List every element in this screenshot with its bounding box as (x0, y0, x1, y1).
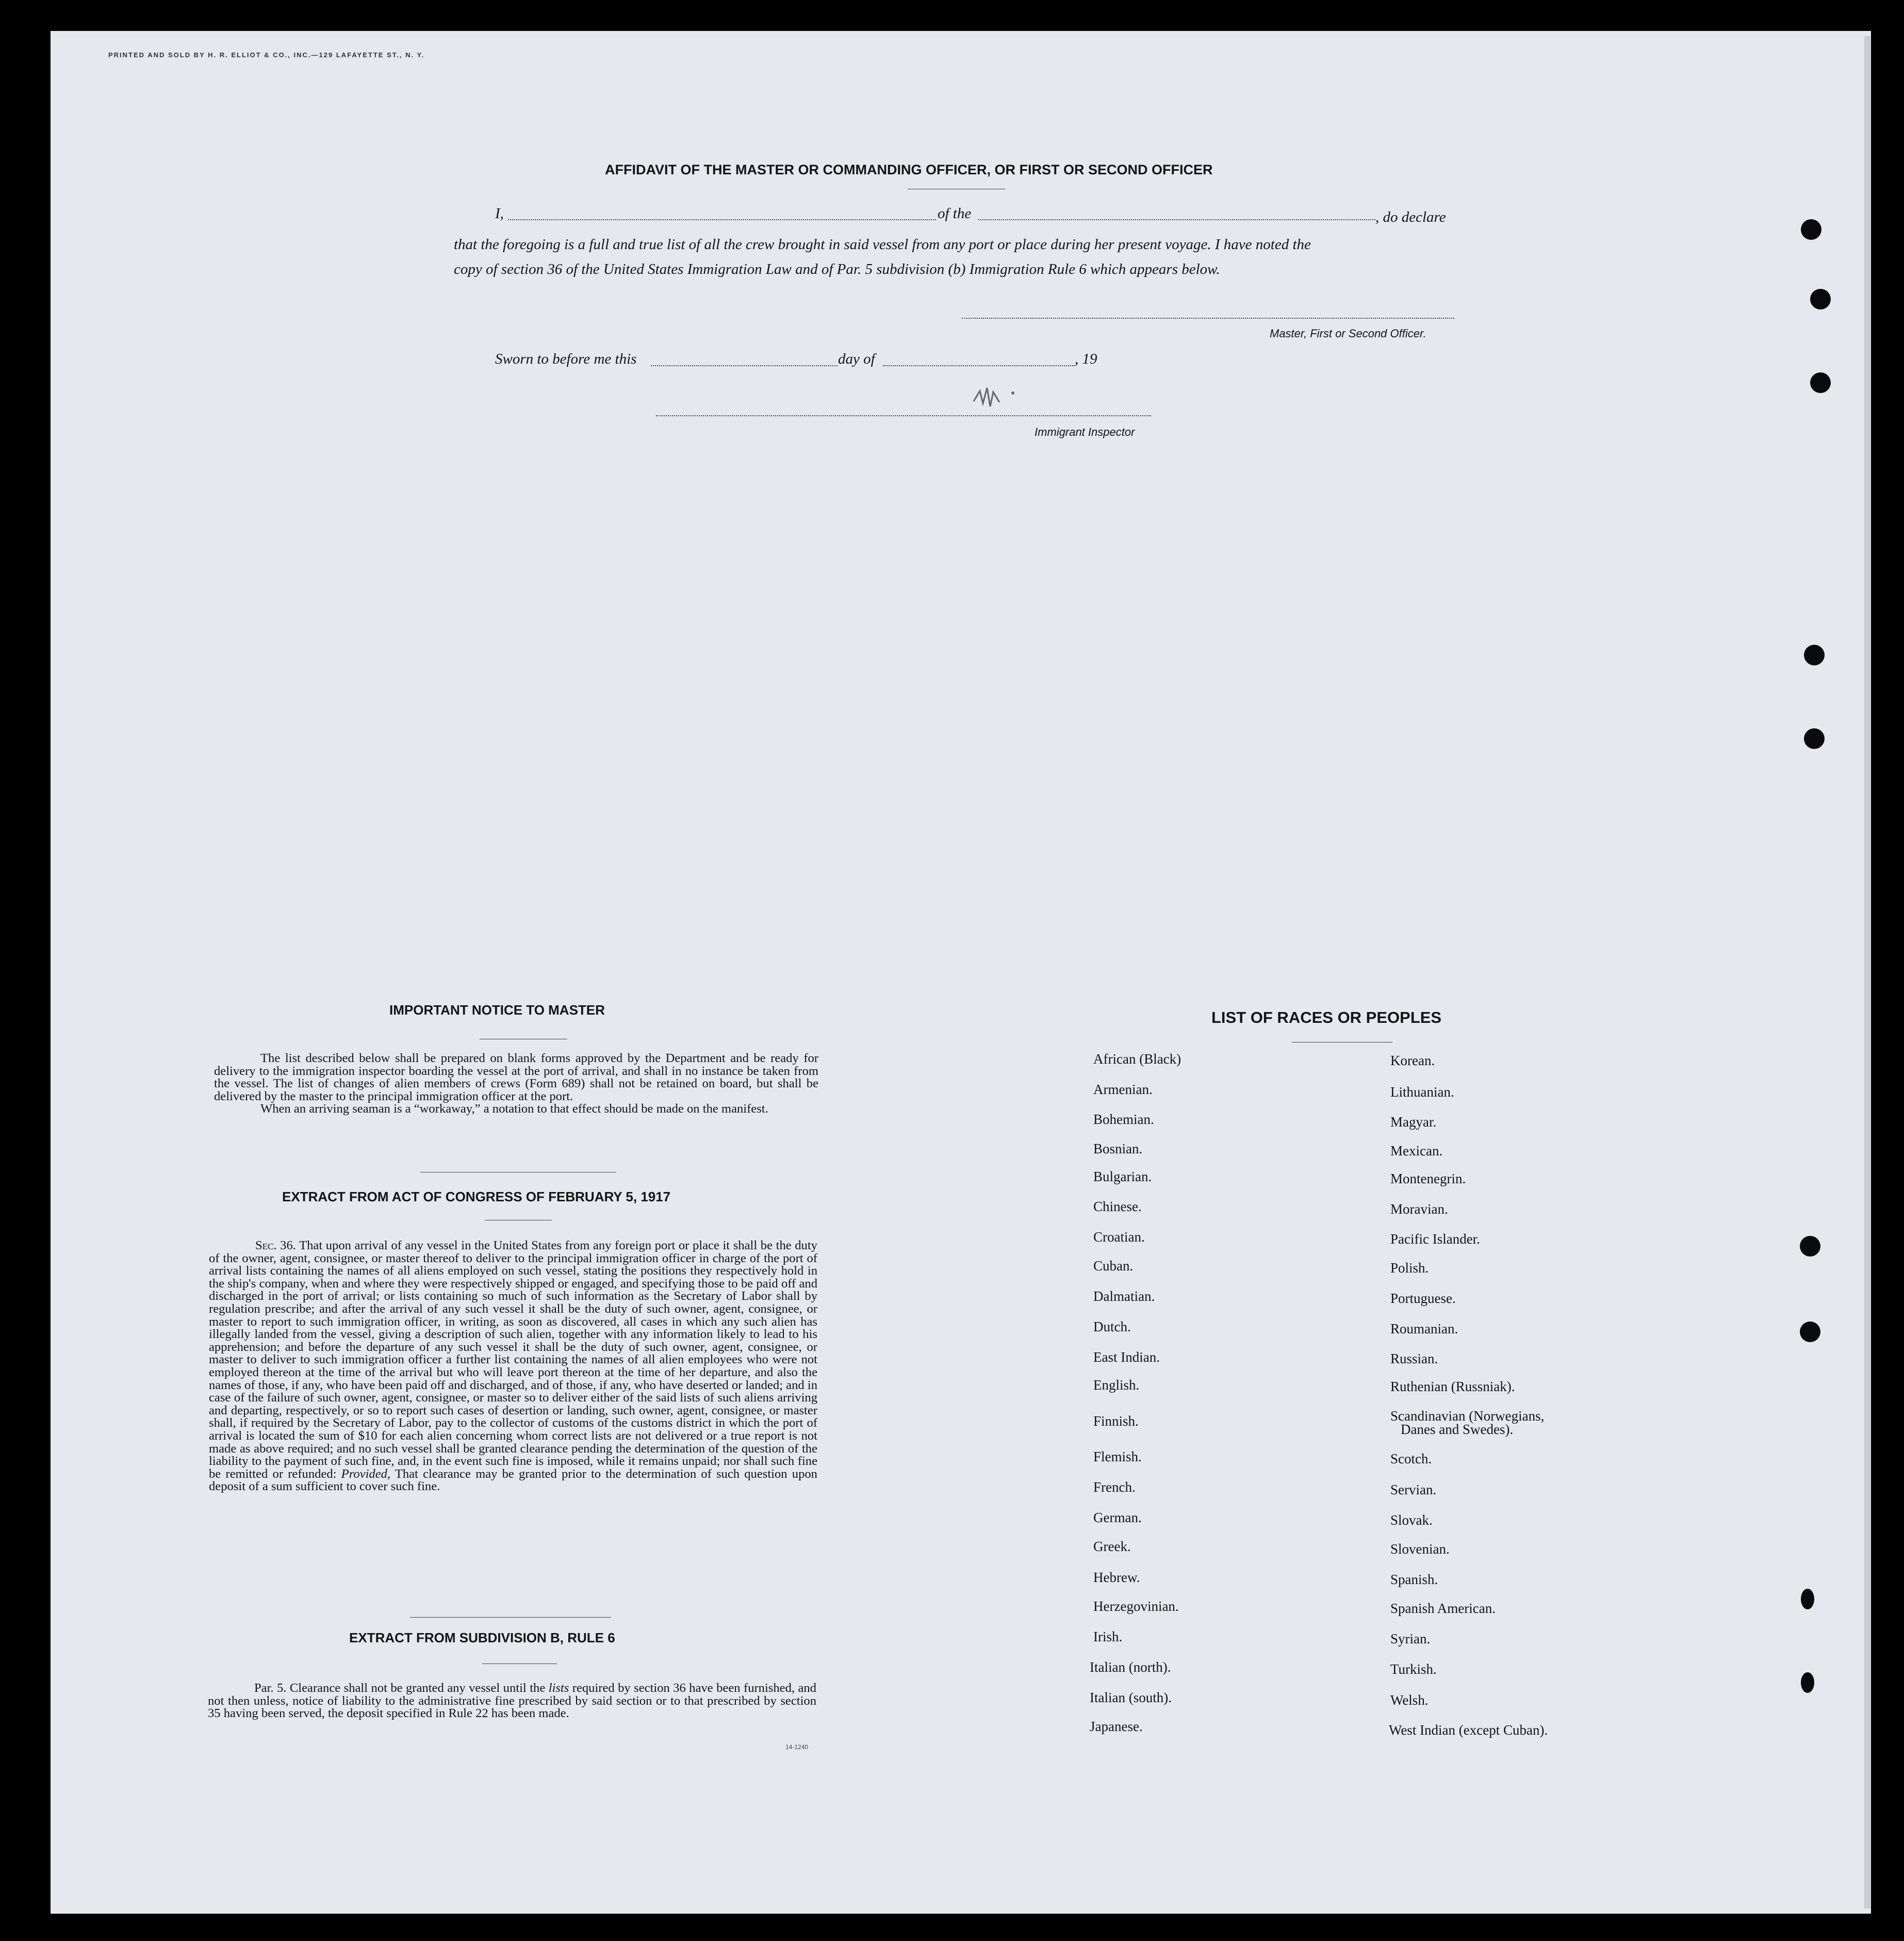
of-the-label: of the (938, 205, 972, 222)
binder-hole (1800, 1322, 1820, 1342)
affidavit-title: AFFIDAVIT OF THE MASTER OR COMMANDING OFFICER, OR FIRST OR SECOND OFFICER (605, 162, 1213, 177)
binder-hole (1800, 1236, 1820, 1257)
race-item: Polish. (1390, 1260, 1429, 1276)
race-item: Korean. (1390, 1053, 1435, 1068)
sworn-prefix: Sworn to before me this (495, 351, 637, 367)
races-title: LIST OF RACES OR PEOPLES (1211, 1008, 1442, 1026)
race-item-continuation: Danes and Swedes). (1401, 1422, 1514, 1437)
printer-imprint: PRINTED AND SOLD BY H. R. ELLIOT & CO., INC.—129 LAFAYETTE ST., N. Y. (108, 51, 425, 59)
race-item: Turkish. (1390, 1661, 1437, 1677)
race-item: West Indian (except Cuban). (1389, 1722, 1548, 1738)
race-item: Flemish. (1093, 1449, 1142, 1464)
section-rule (482, 1663, 557, 1664)
race-item: Japanese. (1090, 1719, 1143, 1734)
sworn-day-of-label: day of (838, 351, 875, 367)
race-item: Herzegovinian. (1093, 1599, 1179, 1614)
binder-hole (1810, 372, 1831, 393)
form-sheet (51, 31, 1871, 1914)
race-item: Dalmatian. (1093, 1288, 1155, 1304)
master-label: Master, First or Second Officer. (1270, 327, 1426, 340)
section-label: Sec. 36. (255, 1238, 296, 1252)
race-item: Bohemian. (1093, 1112, 1154, 1127)
race-item: Spanish American. (1390, 1601, 1496, 1616)
binder-hole (1810, 289, 1831, 309)
affidavit-text-line: that the foregoing is a full and true list of all the crew brought in said vessel from any port or place during her present voyage. I have noted the (454, 236, 1311, 253)
race-item: French. (1093, 1479, 1136, 1495)
race-item: Bosnian. (1093, 1141, 1143, 1156)
binder-hole (1801, 1589, 1814, 1609)
notice-title: IMPORTANT NOTICE TO MASTER (389, 1002, 605, 1018)
declarant-prefix: I, (495, 205, 504, 222)
race-item: Slovenian. (1390, 1541, 1450, 1557)
do-declare-text: , do declare (1375, 209, 1446, 225)
race-item: Croatian. (1093, 1229, 1145, 1245)
race-item: Greek. (1093, 1539, 1131, 1554)
race-item: Mexican. (1390, 1143, 1443, 1159)
notice-paragraph: When an arriving seaman is a “workaway,” a notation to that effect should be made on the manifest. (260, 1102, 768, 1116)
binder-hole (1804, 645, 1825, 665)
act-extract-title: EXTRACT FROM ACT OF CONGRESS OF FEBRUARY 5, 1917 (282, 1189, 671, 1204)
affidavit-text-line: copy of section 36 of the United States Immigration Law and of Par. 5 subdivision (b) Immigration Rule 6 which appears below. (454, 261, 1220, 278)
inspector-label: Immigrant Inspector (1035, 426, 1135, 438)
binder-hole (1801, 219, 1821, 240)
race-item: English. (1093, 1377, 1140, 1393)
race-item: Magyar. (1390, 1114, 1437, 1130)
race-item: Lithuanian. (1390, 1084, 1454, 1100)
race-item: Roumanian. (1390, 1321, 1458, 1336)
binder-hole (1801, 1672, 1814, 1693)
race-item: Servian. (1390, 1482, 1437, 1497)
inspector-signature-field[interactable] (656, 415, 1151, 416)
race-item: Portuguese. (1390, 1291, 1456, 1306)
sheet-edge (1864, 36, 1870, 1909)
act-extract-body (209, 1239, 817, 1493)
vessel-name-field[interactable] (978, 219, 1375, 220)
race-item: Pacific Islander. (1390, 1231, 1480, 1247)
notice-paragraph: The list described below shall be prepared on blank forms approved by the Department and be ready for delivery to the immigration inspector boarding the vessel at the port of arrival, and shall in no instance be taken from the vessel. The list of changes of alien members of crews (Form 689) shall not be retained on board, but shall be delivered by the master to the principal immigration officer at the port. (214, 1051, 818, 1103)
race-item: Moravian. (1390, 1201, 1448, 1217)
race-item: Scotch. (1390, 1451, 1432, 1466)
race-item: Syrian. (1390, 1631, 1431, 1646)
rule-extract-title: EXTRACT FROM SUBDIVISION B, RULE 6 (349, 1630, 615, 1645)
race-item: Slovak. (1390, 1512, 1433, 1528)
race-item: East Indian. (1093, 1349, 1160, 1365)
declarant-name-field[interactable] (508, 219, 936, 220)
race-item: Bulgarian. (1093, 1169, 1152, 1184)
sworn-month-field[interactable] (883, 365, 1075, 366)
race-item: Dutch. (1093, 1319, 1131, 1334)
form-number: 14-1240 (785, 1743, 809, 1751)
race-item: German. (1093, 1510, 1142, 1525)
notice-body (214, 1052, 818, 1116)
race-item: Chinese. (1093, 1199, 1142, 1214)
race-item: Armenian. (1093, 1082, 1153, 1097)
race-item: Scandinavian (Norwegians, (1390, 1408, 1545, 1424)
act-extract-paragraph: Sec. 36. That upon arrival of any vessel in the United States from any foreign port or place it shall be the duty of the owner, agent, consignee, or master thereof to deliver to the principal immigration officer in charge of the port of arrival lists containing the names of all aliens employed on such vessel, stating the positions they respectively hold in the ship's company, when and where they were respectively shipped or engaged, and specifying those to be paid off and discharged in the port of arrival; or lists containing so much of such information as the Secretary of Labor shall by regulation prescribe; and after the arrival of any such vessel it shall be the duty of such owner, agent, consignee, or master to report to such immigration officer, in writing, as soon as discovered, all cases in which any such alien has illegally landed from the vessel, giving a description of such alien, together with any information likely to lead to his apprehension; and before the departure of any such vessel it shall be the duty of such owner, agent, consignee, or master to deliver to such immigration officer a further list containing the names of all alien employees who were not employed thereon at the time of the arrival but who will leave port thereon at the time of her departure, and also the names of those, if any, who have been paid off and discharged, and of those, if any, who have deserted or landed; and in case of the failure of such owner, agent, consignee, or master so to deliver either of the said lists of such aliens arriving and departing, respectively, or so to report such cases of desertion or landing, such owner, agent, consignee, or master shall, if required by the Secretary of Labor, pay to the collector of customs of the customs district in which the port of arrival is located the sum of $10 for each alien concerning whom correct lists are not delivered or a true report is not made as above required; and no such vessel shall be granted clearance pending the determination of the question of the liability to the payment of such fine, and, in the event such fine is imposed, while it remains unpaid; nor shall such fine be remitted or refunded: Provided, That clearance may be granted prior to the determination of such question upon deposit of a sum sufficient to cover such fine. (209, 1238, 817, 1494)
race-item: Russian. (1390, 1351, 1438, 1366)
race-item: Welsh. (1390, 1692, 1429, 1708)
race-item: Irish. (1093, 1629, 1123, 1644)
race-item: Spanish. (1390, 1572, 1438, 1587)
ink-mark (970, 382, 1026, 413)
race-item: Ruthenian (Russniak). (1390, 1379, 1515, 1394)
race-item: Finnish. (1093, 1413, 1139, 1429)
rule-extract-body (208, 1682, 816, 1720)
binder-hole (1804, 728, 1825, 749)
sworn-day-field[interactable] (651, 365, 838, 366)
race-item: Italian (south). (1090, 1690, 1172, 1705)
rule-extract-paragraph: Par. 5. Clearance shall not be granted any vessel until the lists required by section 36 have been furnished, and not then unless, notice of liability to the administrative fine prescribed by said section or to that prescribed by section 35 having been served, the deposit specified in Rule 22 has been made. (208, 1681, 816, 1721)
race-item: Hebrew. (1093, 1570, 1140, 1585)
section-rule (410, 1617, 611, 1618)
race-item: African (Black) (1093, 1051, 1181, 1067)
master-signature-field[interactable] (962, 318, 1454, 319)
sworn-year-label: , 19 (1075, 351, 1097, 367)
race-item: Italian (north). (1090, 1659, 1171, 1675)
race-item: Cuban. (1093, 1258, 1134, 1274)
race-item: Montenegrin. (1390, 1171, 1466, 1186)
